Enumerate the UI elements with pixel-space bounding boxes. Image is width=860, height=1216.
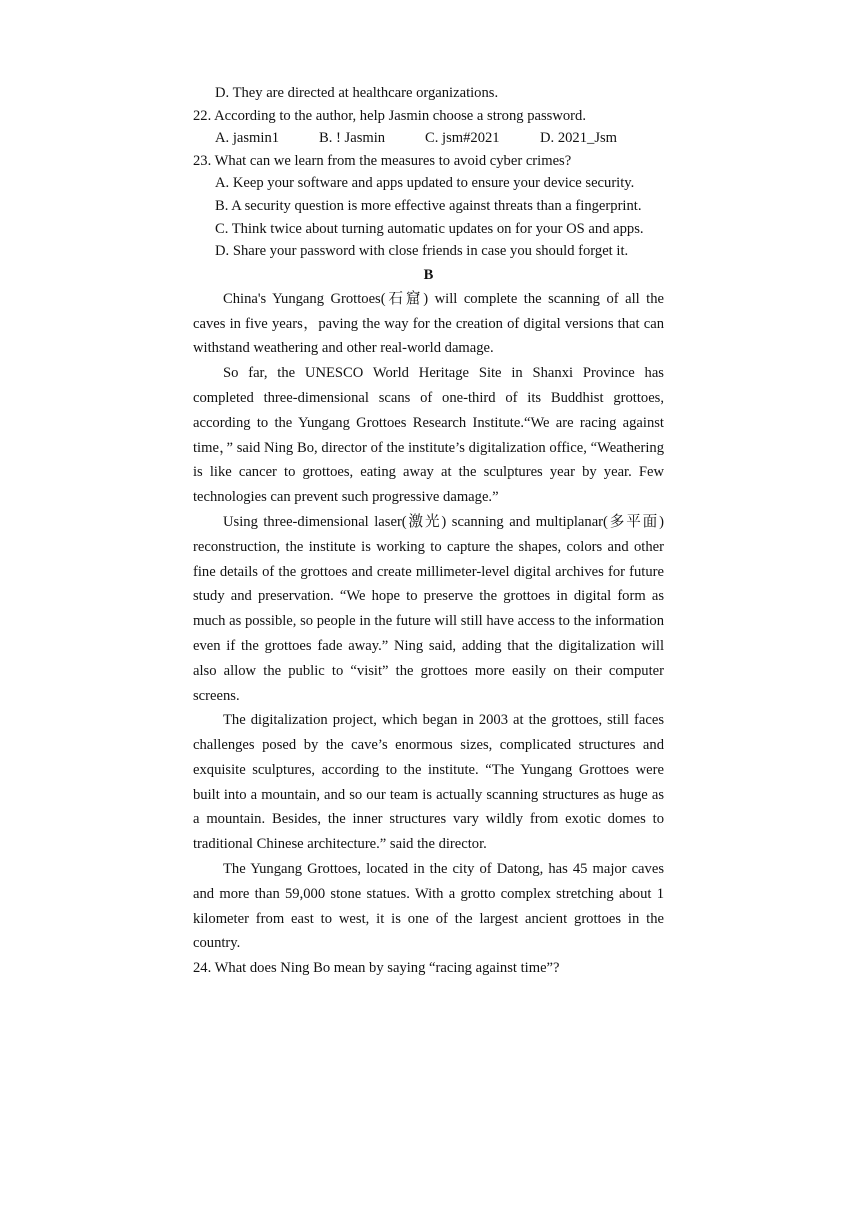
passage-paragraph-5: The Yungang Grottoes, located in the city of Datong, has 45 major caves and more than 59,000 stone statues. With a grotto complex stretching about 1 kilometer from east to west, it is one of the largest ancient grottoes in the country. (193, 861, 664, 952)
q22-option-b: B. ! Jasmin (319, 130, 386, 147)
passage-paragraph-3: Using three-dimensional laser(激光) scanning and multiplanar(多平面) reconstruction, the institute is working to capture the shapes, colors and other fine details of the grottoes and create millimeter-level digital archives for future study and preservation. “We hope to preserve the grottoes in digital form as much as possible, so people in the future will still have access to the information even if the grottoes fade away.” Ning said, adding that the digitalization will also allow the public to “visit” the grottoes more easily on their computer screens. (193, 513, 664, 704)
q22-option-d: D. 2021_Jsm (540, 130, 618, 147)
passage-paragraph-1: China's Yungang Grottoes(石窟) will complete the scanning of all the caves in five years，paving the way for the creation of digital versions that can withstand weathering and other real-world damage. (193, 290, 664, 357)
passage-paragraph-2: So far, the UNESCO World Heritage Site in Shanxi Province has completed three-dimensional scans of one-third of its Buddhist grottoes, according to the Yungang Grottoes Research Institute.“We are racing against time，” said Ning Bo, director of the institute’s digitalization office, “Weathering is like cancer to grottoes, eating away at the sculptures year by year. Few technologies can prevent such progressive damage.” (193, 365, 664, 506)
q21-option-d: D. They are directed at healthcare organizations. (215, 85, 499, 101)
q24-question: 24. What does Ning Bo mean by saying “racing against time”? (193, 960, 560, 977)
q23-option-d: D. Share your password with close friends in case you should forget it. (215, 243, 629, 260)
q22-option-c: C. jsm#2021 (425, 130, 500, 147)
q23-option-c: C. Think twice about turning automatic updates on for your OS and apps. (215, 220, 644, 237)
q23-option-b: B. A security question is more effective against threats than a fingerprint. (215, 197, 642, 214)
exam-page (193, 82, 664, 981)
q22-options (193, 127, 664, 150)
q22-question: 22. According to the author, help Jasmin choose a strong password. (193, 107, 586, 124)
q23-question: 23. What can we learn from the measures to avoid cyber crimes? (193, 152, 572, 169)
q22-option-a: A. jasmin1 (215, 130, 280, 147)
q23-option-a: A. Keep your software and apps updated to ensure your device security. (215, 175, 635, 192)
passage-paragraph-4: The digitalization project, which began in 2003 at the grottoes, still faces challenges posed by the cave’s enormous sizes, complicated structures and exquisite sculptures, according to the institute. “The Yungang Grottoes were built into a mountain, and so our team is actually scanning structures as huge as a mountain. Besides, the inner structures vary wildly from exotic domes to traditional Chinese architecture.” said the director. (193, 712, 664, 853)
section-b-heading: B (423, 266, 434, 283)
